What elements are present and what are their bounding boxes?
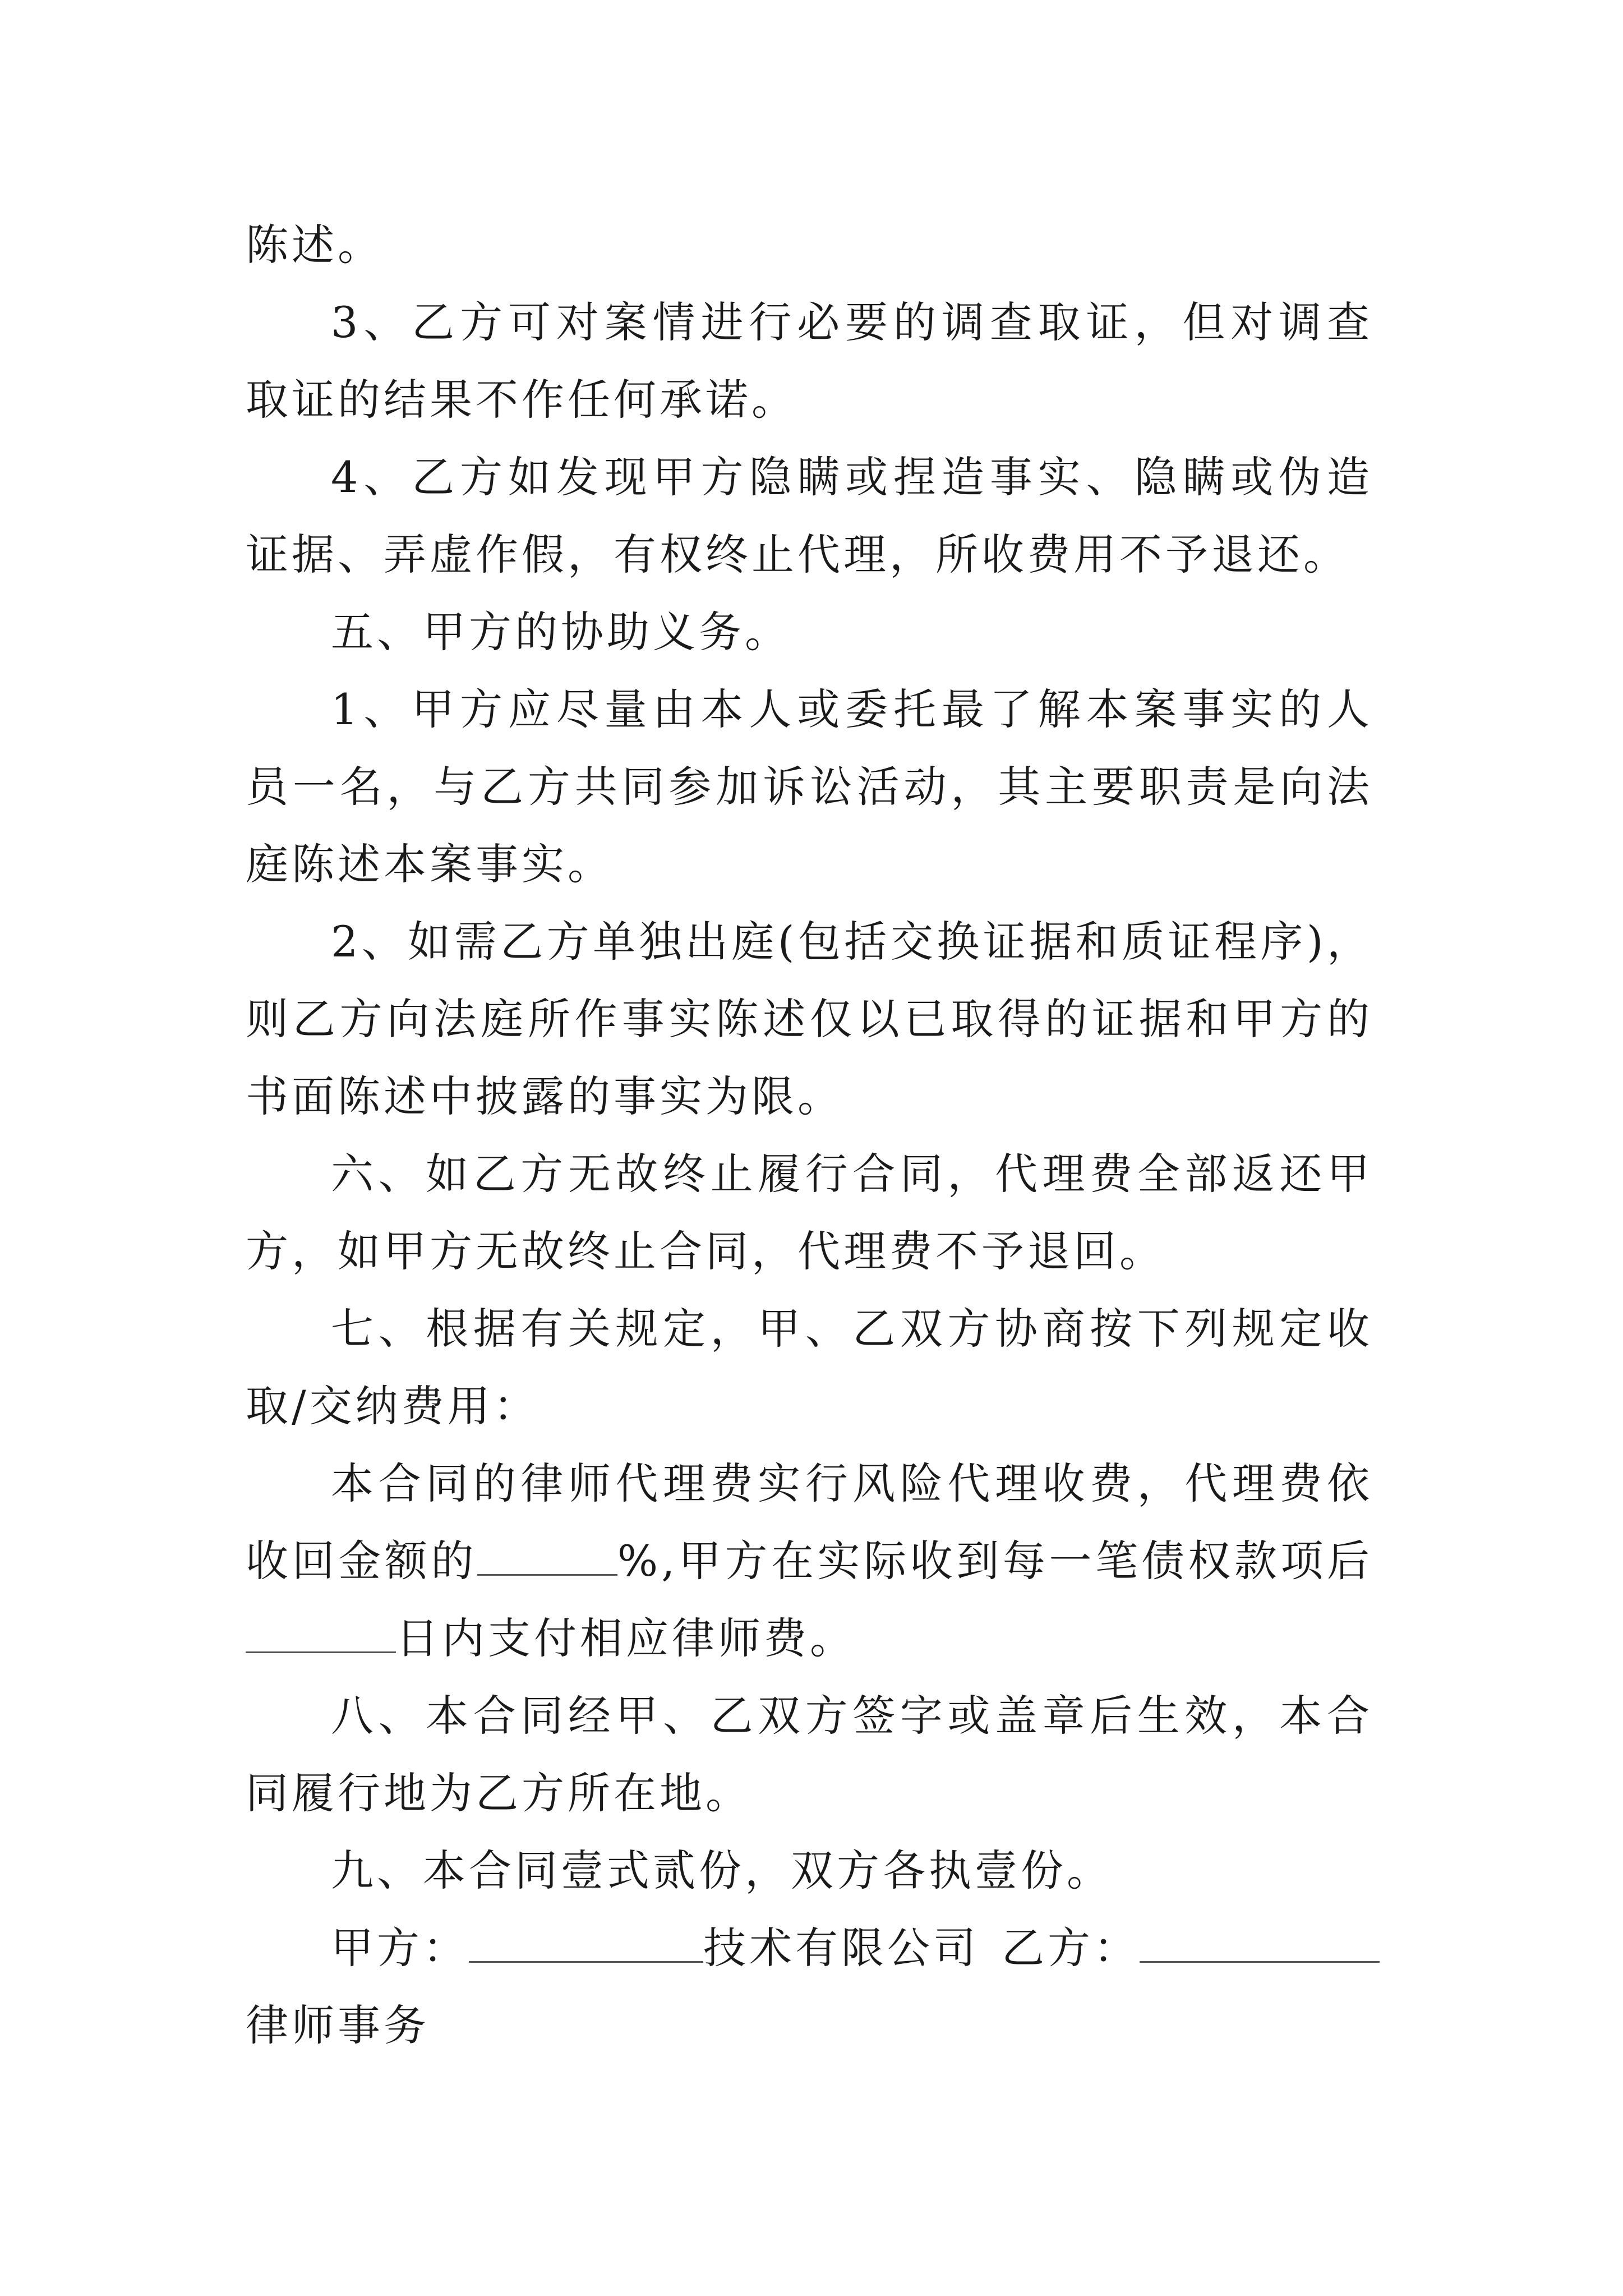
party-a-name-blank[interactable] (469, 1922, 703, 1963)
paragraph-section-9: 九、本合同壹式贰份，双方各执壹份。 (331, 1846, 1113, 1895)
paragraph-fee-clause (246, 1445, 1373, 1677)
party-b-label: 乙方： (1002, 1923, 1140, 1973)
fee-clause-part3: 日内支付相应律师费。 (396, 1613, 856, 1663)
fee-clause-part2: %,甲方在实际收到每一笔债权款项后 (617, 1536, 1373, 1586)
paragraph-clause-4-3: 3、乙方可对案情进行必要的调查取证，但对调查取证的结果不作任何承诺。 (246, 297, 1373, 425)
paragraph-section-7: 七、根据有关规定，甲、乙双方协商按下列规定收取/交纳费用： (246, 1304, 1373, 1431)
days-blank-field[interactable] (246, 1612, 396, 1653)
party-b-suffix: 律师事务 (246, 2000, 430, 2050)
paragraph-clause-4-4: 4、乙方如发现甲方隐瞒或捏造事实、隐瞒或伪造证据、弄虚作假，有权终止代理，所收费用不予退还。 (246, 452, 1373, 579)
party-a-label: 甲方： (331, 1923, 469, 1973)
fee-clause-part1: 本合同的律师代理费实行风险代理收费，代理费依收回金额的 (246, 1458, 1373, 1586)
paragraph-section-8: 八、本合同经甲、乙双方签字或盖章后生效，本合同履行地为乙方所在地。 (246, 1691, 1373, 1818)
paragraph-continuation: 陈述。 (246, 220, 384, 270)
paragraph-section-5-heading: 五、甲方的协助义务。 (331, 607, 791, 657)
document-body (246, 206, 1373, 2064)
paragraph-clause-5-2: 2、如需乙方单独出庭(包括交换证据和质证程序)，则乙方向法庭所作事实陈述仅以已取得的证据和甲方的书面陈述中披露的事实为限。 (246, 917, 1373, 1121)
paragraph-section-6: 六、如乙方无故终止履行合同，代理费全部返还甲方，如甲方无故终止合同，代理费不予退回。 (246, 1149, 1373, 1276)
percent-blank-field[interactable] (477, 1535, 617, 1576)
party-b-name-blank[interactable] (1140, 1922, 1380, 1963)
signature-line (246, 1910, 1373, 1987)
paragraph-clause-5-1: 1、甲方应尽量由本人或委托最了解本案事实的人员一名，与乙方共同参加诉讼活动，其主要职责是向法庭陈述本案事实。 (246, 684, 1373, 889)
party-a-suffix: 技术有限公司 (703, 1923, 979, 1973)
